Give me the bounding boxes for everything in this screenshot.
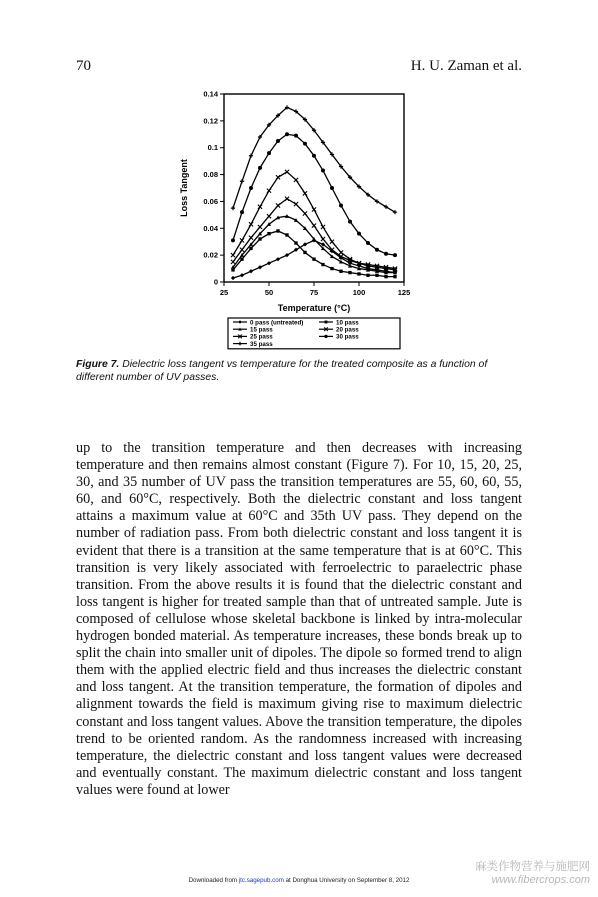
figure-caption-text: Dielectric loss tangent vs temperature for the treated composite as a function of different number of UV passes. <box>76 359 488 383</box>
data-point <box>276 175 280 179</box>
x-tick-label: 50 <box>264 288 274 297</box>
body-paragraph: up to the transition temperature and then decreases with increasing temperature and then remains almost constant (Figure 7). For 10, 15, 20, 25, 30, and 35 number of UV pass the transition temperatures are 55, 60, 60, 55, 60, and 60°C, respectively. Both the dielectric constant and loss tangent attains a maximum value at 60°C and 35th UV pass. They depend on the number of radiation pass. From both dielectric constant and loss tangent it is evident that there is a transition at the same temperature that is at 60°C. This transition is very likely associated with ferroelectric to paraelectric phase transition. From the above results it is found that the dielectric constant and loss tangent is higher for treated sample than that of untreated sample. Jute is composed of cellulose whose skeletal backbone is linked by intra-molecular hydrogen bonded material. As temperature increases, these bonds break up to split the chain into smaller unit of dipoles. The dipole so formed trend to align them with the applied electric field and thus increases the dielectric constant and loss tangent. At the transition temperature, the formation of dipoles and alignment towards the field is maximum giving rise to maximum dielectric constant and loss tangent values. Above the transition temperature, the dipoles trend to be oriented random. As the randomness increased with increasing temperature, the dielectric constant and loss tangent values were decreased and eventually constant. The maximum dielectric constant and loss tangent values were found at lower <box>76 440 522 798</box>
watermark-chinese: 麻类作物营养与施肥网 <box>475 861 590 873</box>
x-tick-label: 75 <box>309 288 319 297</box>
data-point <box>240 273 244 277</box>
data-point <box>321 169 325 173</box>
data-point <box>393 253 397 257</box>
chart-legend <box>228 318 400 349</box>
data-point <box>375 274 378 277</box>
data-point <box>321 225 325 229</box>
data-point <box>303 211 307 215</box>
data-point <box>312 257 315 260</box>
data-point <box>339 250 343 254</box>
data-point <box>249 236 253 240</box>
data-point <box>267 151 271 155</box>
data-point <box>366 241 370 245</box>
data-point <box>249 247 252 250</box>
data-point <box>258 225 262 229</box>
x-tick-label: 100 <box>352 288 366 297</box>
data-point <box>312 207 316 211</box>
x-tick-label: 125 <box>397 288 411 297</box>
footer-link[interactable]: jtc.sagepub.com <box>238 877 284 884</box>
data-point <box>330 186 334 190</box>
page-number: 70 <box>76 58 91 74</box>
data-point <box>249 269 253 273</box>
data-point <box>384 275 387 278</box>
data-point <box>258 166 262 170</box>
data-point <box>276 139 280 143</box>
y-tick-label: 0.1 <box>207 143 218 153</box>
data-point <box>267 232 270 235</box>
footer-prefix: Downloaded from <box>188 877 239 884</box>
data-point <box>258 237 261 240</box>
legend-marker <box>324 335 327 338</box>
x-tick-label: 25 <box>219 288 229 297</box>
data-point <box>285 170 289 174</box>
data-point <box>339 203 343 207</box>
data-point <box>276 257 280 261</box>
data-point <box>330 240 334 244</box>
data-point <box>231 276 235 280</box>
data-point <box>258 265 262 269</box>
data-point <box>231 253 235 257</box>
x-axis-label: Temperature (°C) <box>277 303 351 313</box>
legend-label: 30 pass <box>336 333 359 341</box>
data-point <box>357 272 360 275</box>
legend-label: 25 pass <box>250 333 273 341</box>
legend-label: 35 pass <box>250 340 273 348</box>
y-tick-label: 0.12 <box>203 116 218 126</box>
data-point <box>240 179 244 183</box>
y-tick-label: 0.04 <box>203 223 218 233</box>
figure <box>176 84 426 354</box>
legend-label: 10 pass <box>336 319 359 327</box>
loss-tangent-chart <box>176 84 426 354</box>
y-tick-label: 0.06 <box>203 196 218 206</box>
watermark-url: www.fibercrops.com <box>491 874 590 886</box>
data-point <box>393 275 396 278</box>
y-tick-label: 0.08 <box>203 170 218 180</box>
data-point <box>240 210 244 214</box>
data-point <box>267 261 271 265</box>
footer-suffix: at Donghua University on September 8, 2012 <box>283 877 410 884</box>
data-point <box>249 154 253 158</box>
running-head: H. U. Zaman et al. <box>410 58 522 74</box>
data-point <box>285 233 288 236</box>
data-point <box>384 252 388 256</box>
data-point <box>267 189 271 193</box>
data-point <box>294 241 297 244</box>
data-point <box>276 229 279 232</box>
data-point <box>348 271 351 274</box>
data-point <box>339 270 342 273</box>
series-line <box>233 107 395 212</box>
data-point <box>249 186 253 190</box>
data-point <box>303 191 307 195</box>
watermark <box>475 861 590 887</box>
y-tick-label: 0 <box>213 277 218 287</box>
data-point <box>294 134 298 138</box>
data-point <box>366 274 369 277</box>
data-point <box>267 214 271 218</box>
data-point <box>312 154 316 158</box>
data-point <box>258 205 262 209</box>
data-point <box>357 232 361 236</box>
data-point <box>321 237 325 241</box>
data-point <box>294 178 298 182</box>
legend-label: 15 pass <box>250 326 273 334</box>
data-point <box>321 263 324 266</box>
data-point <box>276 203 280 207</box>
data-point <box>231 260 235 264</box>
figure-caption-label: Figure 7. <box>76 359 120 370</box>
y-axis-label: Loss Tangent <box>179 159 189 217</box>
legend-label: 20 pass <box>336 326 359 334</box>
series-7 <box>231 105 397 214</box>
data-point <box>348 220 352 224</box>
data-point <box>285 132 289 136</box>
series-5 <box>231 170 397 272</box>
data-point <box>375 248 379 252</box>
data-point <box>303 251 306 254</box>
legend-marker <box>325 321 328 324</box>
series-line <box>233 172 395 270</box>
y-tick-label: 0.14 <box>203 89 218 99</box>
data-point <box>330 267 333 270</box>
figure-caption <box>76 358 524 384</box>
data-point <box>240 248 244 252</box>
y-tick-label: 0.02 <box>203 250 218 260</box>
legend-label: 0 pass (untreated) <box>250 319 304 327</box>
data-point <box>240 238 244 242</box>
data-point <box>294 202 298 206</box>
data-point <box>285 197 289 201</box>
data-point <box>231 206 235 210</box>
data-point <box>240 257 243 260</box>
data-point <box>231 238 235 242</box>
data-point <box>249 222 253 226</box>
data-point <box>312 224 316 228</box>
data-point <box>303 142 307 146</box>
